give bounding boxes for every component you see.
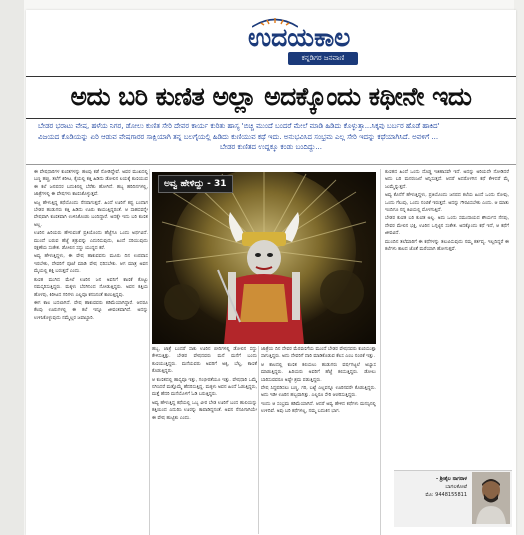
article-photo [152, 172, 376, 344]
author-name: - ಶ್ರೀಶೈಲ ನಾಗರಾಳ [435, 476, 467, 482]
paragraph: ಕುಣಿತದ ಹಿಂದೆ ಒಂದು ದೊಡ್ಡ ಇತಿಹಾಸವೇ ಇದೆ. ಅದನ್ನು ಅರಿಯದೇ ನೋಡಿದರೆ ಅದು ಬರಿ ಮನರಂಜನೆ ಅನ್ನಿಸುತ್ತದೆ. ಆದರೆ ಅದರೊಳಗಿನ ಕಥೆ ಕೇಳಿದರೆ ಮೈ ಜುಮ್ಮೆನ್ನುತ್ತದೆ. [385, 170, 509, 190]
paragraph: ಈ ವೇಷಧಾರಿಗಳ ಕುಣಿತಗಳನ್ನು ಹಲವು ಕಡೆ ನೋಡಿದ್ದೇವೆ. ಅವರ ಮುಖದಲ್ಲಿ ಬಣ್ಣ ಹಚ್ಚಿ, ತಲೆಗೆ ಕಿರೀಟ, ಕೈಯಲ್ಲಿ ಕತ್ತಿ ಹಿಡಿದು ಡೋಲಿನ ಲಯಕ್ಕೆ ಕುಣಿಯುವ ಈ ಕಲೆ ಜನಪದರ ಬದುಕಿನಲ್ಲಿ ಬೆರೆತು ಹೋಗಿದೆ. ಹಬ್ಬ ಹರಿದಿನಗಳಲ್ಲಿ, ಜಾತ್ರೆಗಳಲ್ಲಿ ಈ ವೇಷಗಳು ಕಾಣಿಸಿಕೊಳ್ಳುತ್ತವೆ. [34, 170, 148, 198]
column-series-label: ಅವ್ವ ಹೇಳಿದ್ದು - 31 [158, 175, 233, 193]
deck-line: ಬೇಡರ ಭರಾಟು ವೇಷ, ಹಳೆಯ ನಿಗರ, ಡೋಲು ಕುಣಿತ ಸೇರಿ ದೇವರ ಕಾರ್ಯ ಕುರಿತು ಹಾಸ್ಯ 'ಬಿಚ್ಚಿ ಮುಂದೆ ಬಂದರೆ ಮೇಲೆ ಮಾಡಿ ಹಿಡಿದು ಕೊಳ್ಳುತ್ತಾ...ಸಿಕ್ಕವು ಬರ್ಬರ ಹೊಡೆ ಹಾಕಿದ' [38, 122, 440, 130]
masthead [26, 10, 516, 76]
paragraph: ಈಗ ಕಾಲ ಬದಲಾಗಿದೆ. ವೇಷ ಹಾಕುವವರು ಕಡಿಮೆಯಾಗಿದ್ದಾರೆ. ಆದರೂ ಕೆಲವು ಊರುಗಳಲ್ಲಿ ಈ ಕಲೆ ಇನ್ನೂ ಜೀವಂತವಾಗಿದೆ. ಅದನ್ನು ಉಳಿಸಿಕೊಳ್ಳುವುದು ನಮ್ಮೆಲ್ಲರ ಜವಾಬ್ದಾರಿ. [34, 300, 148, 321]
column-divider [149, 169, 150, 535]
paragraph: ಕುಣಿತ ಮುಗಿದ ಮೇಲೆ ಊರಿನ ಜನ ಅವನಿಗೆ ಕಾಣಿಕೆ ಕೊಟ್ಟು ನಮಸ್ಕರಿಸುತ್ತಿದ್ದರು. ಮಕ್ಕಳು ಬೆರಗಿನಿಂದ ನೋಡುತ್ತಿದ್ದರು. ಅವನ ಕತ್ತಿಯ ಹೊಳಪು, ಕಿರೀಟದ ಗರಿಗಳು ಎಲ್ಲವೂ ಕನಸಿನಂತೆ ಕಾಣುತ್ತಿದ್ದವು. [34, 277, 148, 298]
article-column-1 [34, 169, 148, 535]
article-column-3 [261, 346, 376, 534]
author-place: ಬಾಗಲಕೋಟೆ [445, 484, 467, 490]
divider [26, 118, 516, 119]
paragraph: ಇಂದು ಆ ಸಂಭ್ರಮ ಕಡಿಮೆಯಾಗಿದೆ. ಆದರೆ ಅವ್ವ ಹೇಳಿದ ಕಥೆಗಳು ಮನಸ್ಸಿನಲ್ಲಿ ಉಳಿದಿವೆ. ಅವು ಬರಿ ಕಥೆಗಳಲ್ಲ, ನಮ್ಮ ಬದುಕಿನ ಭಾಗ. [261, 401, 376, 415]
author-portrait-icon [472, 472, 510, 524]
article-deck [38, 121, 504, 153]
deck-line: ಬೇಡರ ಕುಣಿತದ ಉದ್ದಕ್ಕೂ ಕಂಡು ಬಂದಿದ್ದು... [220, 143, 322, 151]
newspaper-tagline: ಕನ್ನಡಿಗರ ಜನವಾಣಿ [288, 52, 358, 65]
folk-dancer-illustration [152, 172, 376, 344]
paragraph: ಅಜ್ಜ ಹೇಳುತ್ತಿದ್ದ ಕಥೆಯೊಂದು ನೆನಪಾಗುತ್ತದೆ. ಹಿಂದೆ ಊರಿಗೆ ಕಷ್ಟ ಬಂದಾಗ ಬೇಡರ ಹುಡುಗರು ಕತ್ತಿ ಹಿಡಿದು ಊರು ಕಾಯುತ್ತಿದ್ದರಂತೆ. ಆ ಸಾಹಸವನ್ನೇ ವೇಷವಾಗಿ ಕುಣಿತವಾಗಿ ಉಳಿಸಿಕೊಂಡು ಬಂದಿದ್ದಾರೆ. ಅದಕ್ಕೇ ಇದು ಬರಿ ಕುಣಿತ ಅಲ್ಲ. [34, 200, 148, 228]
page-gutter-left [0, 0, 24, 535]
paragraph: ಜಾತ್ರೆಯ ದಿನ ದೇವರ ಮೆರವಣಿಗೆಯ ಮುಂದೆ ಬೇಡರ ವೇಷದವರು ಕುಣಿಯುತ್ತಾ ಸಾಗುತ್ತಿದ್ದರು. ಅದು ದೇವರಿಗೆ ದಾರಿ ಮಾಡಿಕೊಡುವ ಕೆಲಸ ಎಂಬ ನಂಬಿಕೆ ಇತ್ತು. [261, 347, 376, 360]
newspaper-title: ಉದಯಕಾಲ [248, 23, 351, 52]
paragraph: ವೇಷ ಸಿದ್ಧಪಡಿಸಲು ಬಣ್ಣ, ಗರಿ, ಬಟ್ಟೆ ಎಲ್ಲವನ್ನೂ ಊರಿನವರೇ ಕೊಡುತ್ತಿದ್ದರು. ಅದು ಇಡೀ ಊರಿನ ಹಬ್ಬವಾಗಿತ್ತು. ಎಲ್ಲರೂ ಸೇರಿ ಆಚರಿಸುತ್ತಿದ್ದರು. [261, 386, 376, 399]
divider [26, 164, 516, 165]
paragraph: ಮುಂದಿನ ತಲೆಮಾರಿಗೆ ಈ ಕಥೆಗಳನ್ನು ತಲುಪಿಸುವುದು ನಮ್ಮ ಕರ್ತವ್ಯ. ಇಲ್ಲದಿದ್ದರೆ ಈ ಕಲೆಗಳು ಕಾಲದ ಜೊತೆ ಮರೆಯಾಗಿ ಹೋಗುತ್ತವೆ. [385, 239, 509, 253]
paragraph: ಆ ಕಾಲದಲ್ಲಿ ಕುಣಿತ ಕಲಿಯಲು ಹುಡುಗರು ವರ್ಷಗಟ್ಟಲೆ ಅಭ್ಯಾಸ ಮಾಡುತ್ತಿದ್ದರು. ಹಿರಿಯರು ಅವರಿಗೆ ಹೆಜ್ಜೆ ಕಲಿಸುತ್ತಿದ್ದರು. ಡೋಲು ಬಾರಿಸುವವರೂ ಅಷ್ಟೇ ಶ್ರಮ ಪಡುತ್ತಿದ್ದರು. [261, 362, 376, 383]
paragraph: ಆ ಕುಣಿತದಲ್ಲಿ ಹಾಸ್ಯವೂ ಇತ್ತು, ಗಂಭೀರತೆಯೂ ಇತ್ತು. ವೇಷಧಾರಿ ಒಮ್ಮೆ ನಗಿಸಿದರೆ ಮತ್ತೊಮ್ಮೆ ಹೆದರಿಸುತ್ತಿದ್ದ. ಮಕ್ಕಳು ಅವನ ಹಿಂದೆ ಓಡುತ್ತಿದ್ದರು, ಮತ್ತೆ ಹೆದರಿ ಮನೆಯೊಳಗೆ ಓಡಿ ಬರುತ್ತಿದ್ದರು. [152, 377, 257, 398]
author-photo [472, 472, 510, 524]
divider [26, 76, 516, 77]
paragraph: ಅವ್ವ ಹೇಳುತ್ತಿದ್ದ ಕಥೆಯಲ್ಲಿ ಒಬ್ಬ ವೀರ ಬೇಡ ಊರಿಗೆ ಬಂದ ಹುಲಿಯನ್ನು ಕತ್ತಿಯಿಂದ ಎದುರಿಸಿ ಊರನ್ನು ಕಾಪಾಡಿದ್ದನಂತೆ. ಅವನ ನೆನಪಿಗಾಗಿಯೇ ಈ ವೇಷ ಹುಟ್ಟಿತು ಎಂದು. [152, 400, 257, 421]
newspaper-sheet [26, 10, 516, 535]
paragraph: ಬೇಡರ ಕುಣಿತ ಬರಿ ಕುಣಿತ ಅಲ್ಲ. ಅದು ಒಂದು ಸಮುದಾಯದ ಶೌರ್ಯದ ನೆನಪು, ದೇವರ ಮೇಲಿನ ಭಕ್ತಿ, ಊರಿನ ಒಗ್ಗಟ್ಟಿನ ಸಂಕೇತ. ಅದಕ್ಕೊಂದು ಕಥೆ ಇದೆ, ಆ ಕಥೆಗೆ ಜೀವವಿದೆ. [385, 216, 509, 237]
article-headline: ಅದು ಬರಿ ಕುಣಿತ ಅಲ್ಲಾ ಅದಕ್ಕೊಂದು ಕಥೀನೇ ಇದು [70, 82, 472, 111]
paragraph: ಅವ್ವ ಹೇಳುತ್ತಿದ್ದಳು, ಈ ವೇಷ ಹಾಕುವವನು ಮೂರು ದಿನ ಉಪವಾಸ ಇರಬೇಕು, ದೇವರಿಗೆ ಪೂಜೆ ಮಾಡಿ ವೇಷ ಧರಿಸಬೇಕು. ಆಗ ಮಾತ್ರ ಅವನ ಮೈಯಲ್ಲಿ ಶಕ್ತಿ ಬರುತ್ತದೆ ಎಂದು. [34, 254, 148, 275]
paragraph: ಅವ್ವ ಕೊನೆಗೆ ಹೇಳುತ್ತಿದ್ದಳು, ಪ್ರತಿಯೊಂದು ಜನಪದ ಕಲೆಯ ಹಿಂದೆ ಒಂದು ನೋವು, ಒಂದು ಗೆಲುವು, ಒಂದು ನಂಬಿಕೆ ಇರುತ್ತದೆ. ಅದನ್ನು ಗೌರವಿಸಬೇಕು ಎಂದು. ಆ ಮಾತು ಇಂದಿಗೂ ನನ್ನ ಕಿವಿಯಲ್ಲಿ ಮೊಳಗುತ್ತಿದೆ. [385, 193, 509, 214]
paragraph: ಊರಿನ ಹಿರಿಯರು ಹೇಳುವಂತೆ ಪ್ರತಿಯೊಂದು ಹೆಜ್ಜೆಗೂ ಒಂದು ಅರ್ಥವಿದೆ. ಮುಂದೆ ಬರುವ ಹೆಜ್ಜೆ ಶತ್ರುವನ್ನು ಎದುರಿಸುವುದು, ಹಿಂದೆ ಸರಿಯುವುದು ರಕ್ಷಣೆಯ ಸಂಕೇತ. ಡೋಲಿನ ಸದ್ದು ಯುದ್ಧದ ಕರೆ. [34, 231, 148, 252]
paragraph: ಹಬ್ಬ, ಜಾತ್ರೆ ಬಂದರೆ ಸಾಕು ಊರಿನ ಬೀದಿಗಳಲ್ಲಿ ಡೋಲಿನ ಸದ್ದು ಕೇಳಿಸುತ್ತಿತ್ತು. ಬೇಡರ ವೇಷದವರು ಮನೆ ಮನೆಗೆ ಬಂದು ಕುಣಿಯುತ್ತಿದ್ದರು. ಮನೆಯವರು ಅವರಿಗೆ ಅಕ್ಕಿ, ಬೆಲ್ಲ, ಕಾಣಿಕೆ ಕೊಡುತ್ತಿದ್ದರು. [152, 347, 257, 375]
deck-line: ವಿಜಯದ ಕೊಡಿಯನ್ನು ಏರಿ ಆಡುವ ವೇಷಗಾರರ ಸಾಕ್ಷಿಯಾಗಿ ತನ್ನ ಬಲಗೈಯಲ್ಲಿ ಹಿಡಿದು ಕುಣಿಯುವ ಕಥೆ ಇದು. ಅನುಭವಿಸಿದ ಸಂಭ್ರಮ ಎಲ್ಲ ಸೇರಿ ಇದನ್ನು ಕಥೆಯಾಗಿಸಿದೆ. ಅವಳಿಗೆ ... [38, 132, 439, 141]
article-column-4 [385, 169, 509, 451]
author-phone: ಮೊ: 9448155811 [425, 492, 467, 498]
column-divider [258, 346, 259, 534]
column-divider [380, 169, 381, 535]
article-column-2 [152, 346, 257, 534]
